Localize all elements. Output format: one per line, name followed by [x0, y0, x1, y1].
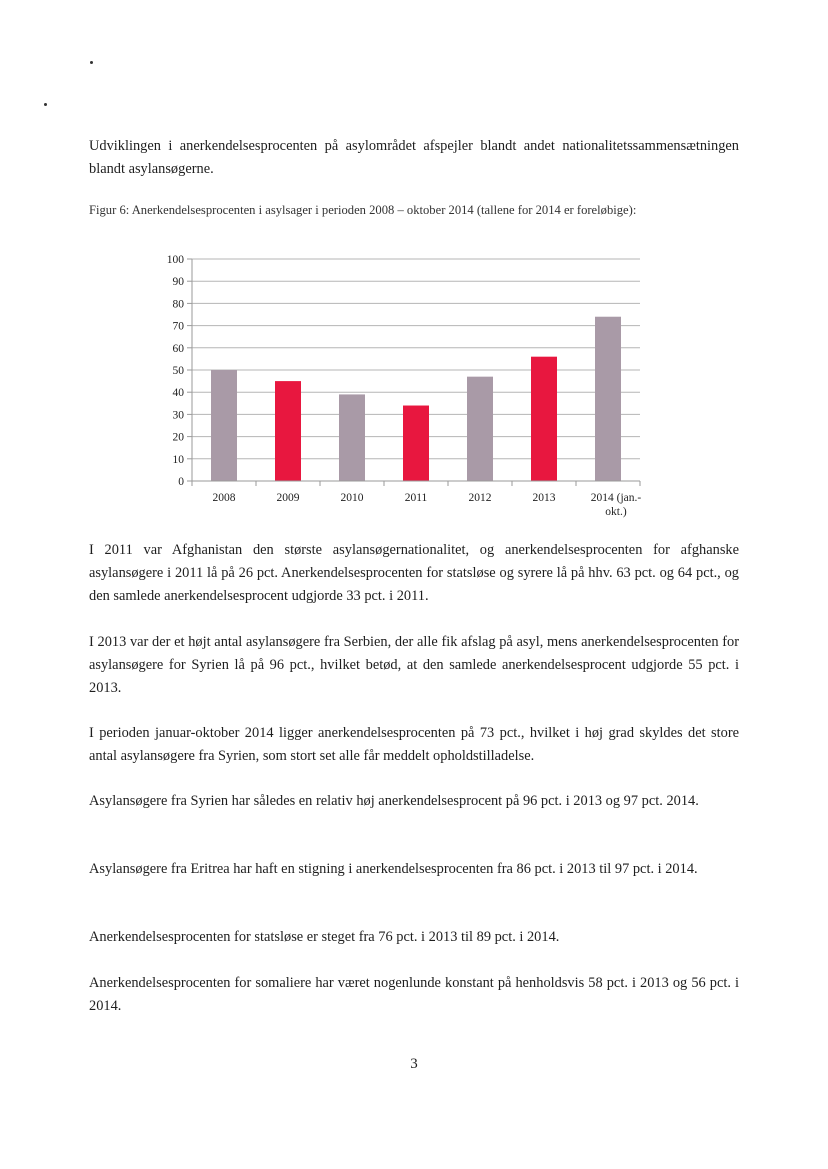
x-category-label: 2008	[212, 492, 236, 504]
paragraph-2011: I 2011 var Afghanistan den største asylansøgernationalitet, og anerkendelsesprocenten for afghanske asylansøgere i 2011 lå på 26 pct. Anerkendelsesprocenten for statsløse og syrere lå på hhv. 63 pct. og 64 pct., og den samlede anerkendelsesprocent udgjorde 33 pct. i 2011.	[89, 542, 739, 604]
y-tick-label: 100	[166, 254, 184, 266]
paragraph-eritrea: Asylansøgere fra Eritrea har haft en stigning i anerkendelsesprocenten fra 86 pct. i 2013 til 97 pct. i 2014.	[89, 861, 698, 877]
y-tick-label: 40	[172, 387, 184, 400]
bar-2012	[467, 377, 493, 481]
bar-chart	[150, 246, 650, 526]
paragraph-statslose: Anerkendelsesprocenten for statsløse er steget fra 76 pct. i 2013 til 89 pct. i 2014.	[89, 929, 560, 945]
bar-2011	[403, 406, 429, 481]
bar-2014	[595, 317, 621, 481]
x-category-label: 2011	[404, 492, 428, 504]
x-category-label: 2009	[276, 492, 300, 504]
x-category-label: 2012	[468, 492, 492, 504]
intro-paragraph: Udviklingen i anerkendelsesprocenten på asylområdet afspejler blandt andet nationalitetssammensætningen blandt asylansøgerne.	[89, 138, 739, 177]
y-tick-label: 30	[172, 409, 184, 422]
paragraph-somaliere: Anerkendelsesprocenten for somaliere har været nogenlunde konstant på henholdsvis 58 pct. i 2013 og 56 pct. i 2014.	[89, 975, 739, 1014]
chart-bars	[211, 317, 621, 481]
x-category-label: 2014 (jan.-	[590, 492, 642, 504]
y-tick-label: 50	[172, 365, 184, 377]
figure-caption: Figur 6: Anerkendelsesprocenten i asylsager i perioden 2008 – oktober 2014 (tallene for 2014 er foreløbige):	[89, 203, 637, 217]
y-tick-label: 90	[172, 276, 184, 289]
bar-2010	[339, 394, 365, 481]
stray-mark-1	[90, 61, 93, 64]
y-tick-label: 70	[172, 320, 184, 333]
x-category-label: 2013	[532, 492, 556, 504]
paragraph-2014: I perioden januar-oktober 2014 ligger anerkendelsesprocenten på 73 pct., hvilket i høj grad skyldes det store antal asylansøgere fra Syrien, som stort set alle får meddelt opholdstilladelse.	[89, 725, 739, 764]
x-category-label: 2010	[340, 492, 364, 504]
paragraph-2013: I 2013 var der et højt antal asylansøgere fra Serbien, der alle fik afslag på asyl, mens anerkendelsesprocenten for asylansøgere for Syrien lå på 96 pct., hvilket betød, at den samlede anerkendelsesprocent udgjorde 55 pct. i 2013.	[89, 634, 739, 696]
page-number: 3	[410, 1056, 418, 1072]
y-tick-label: 80	[172, 298, 184, 311]
y-tick-label: 0	[178, 476, 184, 488]
stray-mark-2	[44, 103, 47, 106]
y-tick-label: 60	[172, 342, 184, 355]
y-tick-label: 20	[172, 431, 184, 444]
y-tick-label: 10	[172, 453, 184, 466]
x-category-label: okt.)	[605, 506, 627, 518]
bar-2013	[531, 357, 557, 481]
paragraph-syrien: Asylansøgere fra Syrien har således en relativ høj anerkendelsesprocent på 96 pct. i 2013 og 97 pct. 2014.	[89, 793, 699, 809]
bar-2009	[275, 381, 301, 481]
bar-2008	[211, 370, 237, 481]
